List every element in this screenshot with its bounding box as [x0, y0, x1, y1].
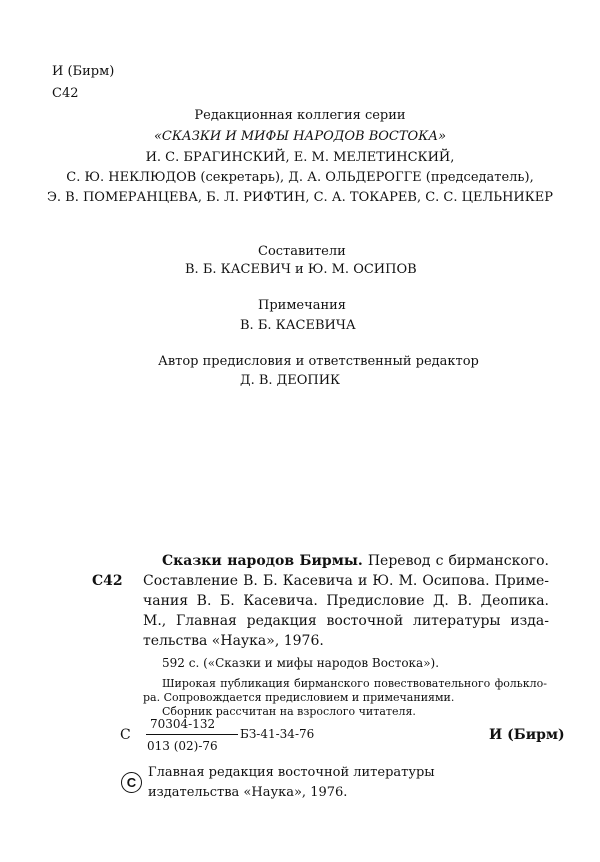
copyright-line: Главная редакция восточной литературы	[148, 765, 435, 780]
copyright-line: издательства «Наука», 1976.	[148, 785, 348, 800]
notes-name: В. Б. КАСЕВИЧА	[240, 318, 356, 333]
catalog-line: чания В. Б. Касевича. Предисловие Д. В. Деопика.	[143, 593, 549, 609]
copyright-icon	[121, 772, 142, 793]
annotation-line: Сборник рассчитан на взрослого читателя.	[162, 705, 416, 718]
catalog-title: Сказки народов Бирмы.	[162, 553, 363, 569]
classification-author-mark: С42	[52, 86, 79, 101]
catalog-pages: 592 с. («Сказки и мифы народов Востока»).	[162, 656, 440, 670]
code-letter: С	[120, 727, 131, 743]
preface-label: Автор предисловия и ответственный редактор	[158, 354, 479, 369]
fraction-line	[146, 734, 238, 735]
preface-name: Д. В. ДЕОПИК	[240, 373, 341, 388]
catalog-first-line-rest: Перевод с бирманского.	[367, 553, 549, 569]
catalog-first-line	[162, 553, 549, 569]
copyright-symbol: C	[126, 775, 137, 790]
annotation-line: ра. Сопровождается предисловием и примечаниями.	[143, 691, 455, 704]
annotation-line: Широкая публикация бирманского повествовательного фолькло-	[162, 677, 547, 690]
compilers-label: Составители	[258, 244, 346, 259]
catalog-last-line: тельства «Наука», 1976.	[143, 633, 324, 649]
series-title: «СКАЗКИ И МИФЫ НАРОДОВ ВОСТОКА»	[153, 129, 447, 144]
code-numerator: 70304-132	[150, 717, 216, 731]
catalog-line: М., Главная редакция восточной литературы изда-	[143, 613, 549, 629]
code-denominator: 013 (02)-76	[147, 739, 218, 753]
notes-label: Примечания	[258, 298, 347, 313]
catalog-mark: С42	[92, 573, 123, 589]
board-member-line: С. Ю. НЕКЛЮДОВ (секретарь), Д. А. ОЛЬДЕРОГГЕ (председатель),	[66, 170, 534, 185]
compilers-names: В. Б. КАСЕВИЧ и Ю. М. ОСИПОВ	[185, 262, 417, 277]
classification-index: И (Бирм)	[52, 64, 115, 79]
code-index: И (Бирм)	[489, 727, 565, 743]
catalog-line: Составление В. Б. Касевича и Ю. М. Осипова. Приме-	[143, 573, 549, 589]
board-member-line: Э. В. ПОМЕРАНЦЕВА, Б. Л. РИФТИН, С. А. ТОКАРЕВ, С. С. ЦЕЛЬНИКЕР	[46, 190, 554, 205]
board-member-line: И. С. БРАГИНСКИЙ, Е. М. МЕЛЕТИНСКИЙ,	[145, 150, 455, 165]
code-order: БЗ-41-34-76	[240, 727, 315, 741]
board-heading: Редакционная коллегия серии	[194, 108, 406, 123]
